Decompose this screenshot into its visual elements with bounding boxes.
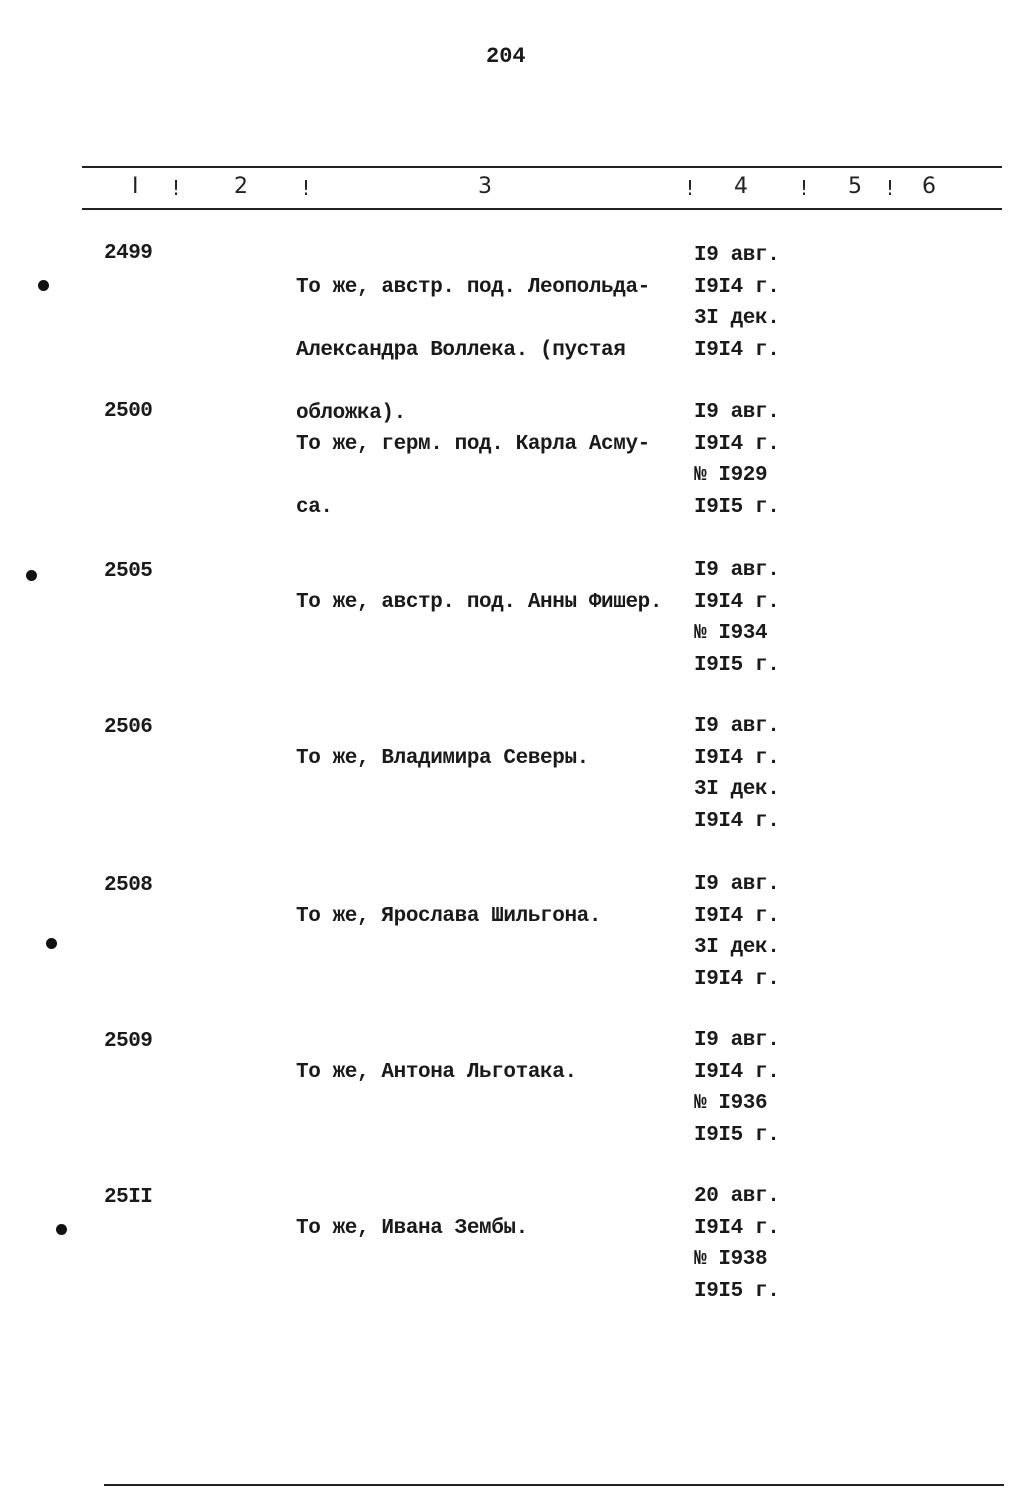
entry-number: 2500 bbox=[104, 400, 153, 423]
entry-date-line: I9I5 г. bbox=[694, 653, 780, 677]
punch-hole-mark bbox=[38, 280, 49, 291]
entry-date-line: I9I4 г. bbox=[694, 1060, 780, 1084]
entry-title-line: То же, Антона Льготака. bbox=[296, 1060, 577, 1084]
entry-date bbox=[694, 1181, 804, 1307]
entry-date-line: I9I5 г. bbox=[694, 1279, 780, 1303]
column-separator: ! bbox=[800, 176, 809, 200]
entry-number: 2506 bbox=[104, 716, 153, 739]
entry-date-line: I9I5 г. bbox=[694, 1123, 780, 1147]
entry-date-line: № I938 bbox=[694, 1248, 768, 1271]
entry-date-line: I9I4 г. bbox=[694, 746, 780, 770]
column-separator: ! bbox=[886, 176, 895, 200]
table-header-rule bbox=[82, 208, 1002, 210]
entry-date-line: I9I4 г. bbox=[694, 1216, 780, 1240]
entry-title-line: обложка). bbox=[296, 401, 406, 425]
entry-date-line: I9 авг. bbox=[694, 401, 780, 424]
page-number: 204 bbox=[486, 44, 526, 69]
punch-hole-mark bbox=[56, 1224, 67, 1235]
punch-hole-mark bbox=[46, 938, 57, 949]
entry-date bbox=[694, 397, 804, 523]
entry-date-line: I9I4 г. bbox=[694, 338, 780, 362]
column-separator: ! bbox=[302, 176, 311, 200]
entry-number: 2505 bbox=[104, 560, 153, 583]
entry-date-line: I9 авг. bbox=[694, 873, 780, 896]
entry-title-line: То же, Ивана Зембы. bbox=[296, 1216, 528, 1240]
entry-date-line: 3I дек. bbox=[694, 778, 780, 801]
entry-date-line: I9I4 г. bbox=[694, 904, 780, 928]
entry-date-line: № I929 bbox=[694, 464, 768, 487]
column-header-5: 5 bbox=[848, 174, 862, 199]
entry-date bbox=[694, 240, 804, 366]
entry-title-line: са. bbox=[296, 495, 333, 519]
entry-title-line: То же, герм. под. Карла Асму- bbox=[296, 432, 650, 456]
entry-number: 25II bbox=[104, 1186, 153, 1209]
entry-title-line: То же, Владимира Северы. bbox=[296, 746, 589, 770]
entry-title bbox=[296, 1181, 686, 1276]
entry-date-line: I9I4 г. bbox=[694, 967, 780, 991]
entry-date-line: № I936 bbox=[694, 1092, 768, 1115]
entry-date-line: 20 авг. bbox=[694, 1185, 780, 1208]
entry-date-line: I9I4 г. bbox=[694, 590, 780, 614]
entry-title-line: То же, австр. под. Леопольда- bbox=[296, 275, 650, 299]
column-separator: ! bbox=[686, 176, 695, 200]
entry-date bbox=[694, 869, 804, 995]
entry-date bbox=[694, 555, 804, 681]
column-header-2: 2 bbox=[234, 174, 248, 199]
table-top-rule bbox=[82, 166, 1002, 168]
entry-date-line: I9 авг. bbox=[694, 244, 780, 267]
entry-date-line: I9I4 г. bbox=[694, 275, 780, 299]
entry-date-line: I9 авг. bbox=[694, 559, 780, 582]
entry-number: 2499 bbox=[104, 242, 153, 265]
column-header-4: 4 bbox=[734, 174, 748, 199]
entry-date-line: 3I дек. bbox=[694, 307, 780, 330]
column-header-6: 6 bbox=[922, 174, 936, 199]
entry-date-line: I9I4 г. bbox=[694, 809, 780, 833]
entry-date-line: I9I4 г. bbox=[694, 432, 780, 456]
punch-hole-mark bbox=[26, 570, 37, 581]
entry-title bbox=[296, 711, 686, 806]
entry-date-line: I9 авг. bbox=[694, 1029, 780, 1052]
entry-date-line: № I934 bbox=[694, 622, 768, 645]
entry-title bbox=[296, 869, 686, 964]
page-bottom-rule bbox=[104, 1484, 1004, 1486]
entry-date bbox=[694, 1025, 804, 1151]
entry-date-line: I9 авг. bbox=[694, 715, 780, 738]
entry-date-line: I9I5 г. bbox=[694, 495, 780, 519]
column-separator: ! bbox=[172, 176, 181, 200]
entry-date-line: 3I дек. bbox=[694, 936, 780, 959]
entry-number: 2508 bbox=[104, 874, 153, 897]
entry-title bbox=[296, 397, 686, 555]
entry-title-line: То же, австр. под. Анны Фишер. bbox=[296, 590, 663, 614]
entry-title bbox=[296, 1025, 686, 1120]
entry-title-line: Александра Воллека. (пустая bbox=[296, 338, 626, 362]
entry-title-line: То же, Ярослава Шильгона. bbox=[296, 904, 602, 928]
entry-title bbox=[296, 555, 686, 650]
entry-date bbox=[694, 711, 804, 837]
column-header-1: I bbox=[132, 174, 139, 199]
column-header-3: 3 bbox=[478, 174, 492, 199]
entry-number: 2509 bbox=[104, 1030, 153, 1053]
